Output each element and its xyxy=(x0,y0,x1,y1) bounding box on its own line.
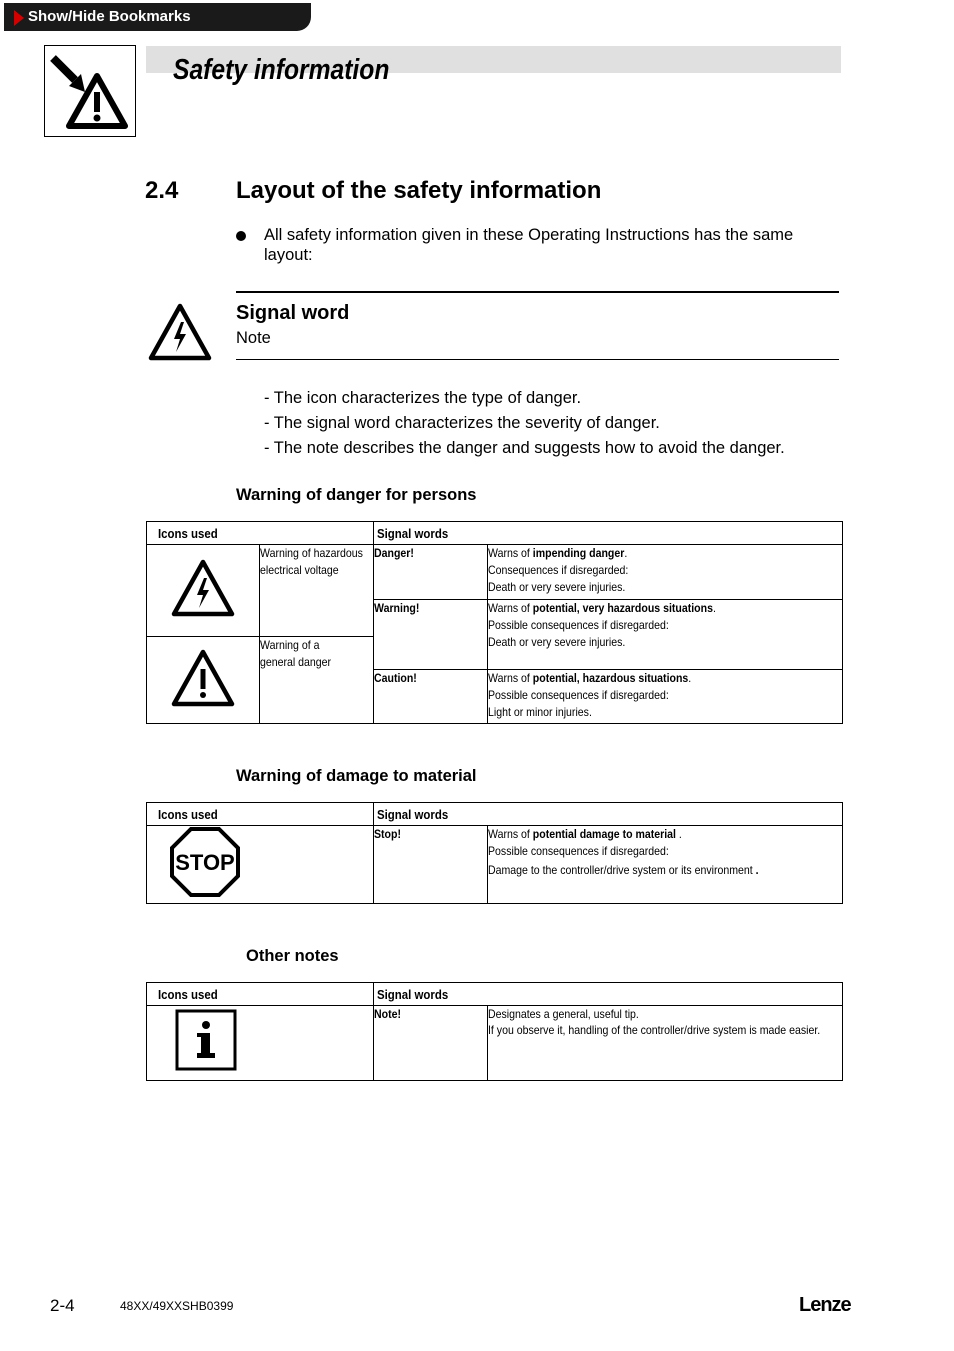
divider xyxy=(236,359,839,360)
header-icon-box xyxy=(44,45,136,137)
document-id: 48XX/49XXSHB0399 xyxy=(120,1299,234,1313)
signal-word-title: Signal word xyxy=(236,302,350,324)
col-signal-header: Signal words xyxy=(374,803,843,826)
section-number: 2.4 xyxy=(145,177,179,204)
col-signal-header: Signal words xyxy=(374,522,843,545)
list-item: - The note describes the danger and suggests how to avoid the danger. xyxy=(264,439,785,457)
signal-word: Warning! xyxy=(374,600,488,670)
col-signal-header: Signal words xyxy=(374,983,843,1006)
icon-description: Warning of hazardous electrical voltage xyxy=(260,545,374,637)
signal-word: Note! xyxy=(374,1006,488,1081)
material-table xyxy=(146,802,843,904)
signal-word: Stop! xyxy=(374,826,488,904)
signal-description: Warns of potential damage to material . Possible consequences if disregarded: Damage to the controller/drive system or its environment . xyxy=(488,826,843,904)
icon-cell xyxy=(147,826,374,904)
page-title: Safety information xyxy=(173,54,390,86)
persons-heading: Warning of danger for persons xyxy=(236,486,477,504)
icon-cell xyxy=(147,1006,374,1081)
stop-icon xyxy=(169,826,241,898)
signal-description: Warns of potential, very hazardous situations. Possible consequences if disregarded: Death or very severe injuries. xyxy=(488,600,843,670)
brand-logo: Lenze xyxy=(799,1294,851,1316)
general-danger-icon xyxy=(170,649,236,707)
svg-text:STOP: STOP xyxy=(175,850,235,875)
other-table xyxy=(146,982,843,1081)
signal-word-note: Note xyxy=(236,329,271,347)
material-heading: Warning of damage to material xyxy=(236,767,477,785)
section-title: Layout of the safety information xyxy=(236,177,602,204)
persons-table xyxy=(146,521,843,724)
other-heading: Other notes xyxy=(246,947,339,965)
triangle-right-icon xyxy=(14,10,24,26)
bullet-icon xyxy=(236,231,246,241)
bookmarks-label: Show/Hide Bookmarks xyxy=(28,8,191,25)
show-hide-bookmarks-button[interactable] xyxy=(4,3,311,31)
page-number: 2-4 xyxy=(50,1296,75,1315)
col-icons-header: Icons used xyxy=(147,983,374,1006)
divider xyxy=(236,291,839,293)
list-item: - The signal word characterizes the severity of danger. xyxy=(264,414,660,432)
signal-description: Warns of potential, hazardous situations. Possible consequences if disregarded: Light or minor injuries. xyxy=(488,670,843,724)
col-icons-header: Icons used xyxy=(147,522,374,545)
icon-cell xyxy=(147,545,260,637)
info-icon xyxy=(175,1009,239,1073)
icon-description: Warning of a general danger xyxy=(260,637,374,724)
col-icons-header: Icons used xyxy=(147,803,374,826)
list-item: - The icon characterizes the type of danger. xyxy=(264,389,582,407)
warning-arrow-icon xyxy=(45,46,135,136)
signal-description: Designates a general, useful tip. If you observe it, handling of the controller/drive system is made easier. xyxy=(488,1006,843,1081)
icon-cell xyxy=(147,637,260,724)
signal-description: Warns of impending danger. Consequences if disregarded: Death or very severe injuries. xyxy=(488,545,843,600)
high-voltage-icon xyxy=(170,559,236,617)
signal-word: Danger! xyxy=(374,545,488,600)
intro-text: All safety information given in these Operating Instructions has the same layout: xyxy=(264,226,794,264)
signal-word: Caution! xyxy=(374,670,488,724)
high-voltage-icon xyxy=(147,302,213,367)
